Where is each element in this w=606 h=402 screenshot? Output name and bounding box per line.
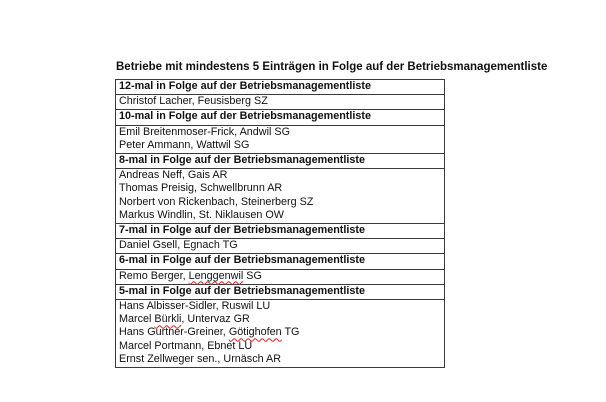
section-entries-row	[116, 169, 445, 224]
list-item: Marcel Portmann, Ebnet LU	[119, 339, 253, 352]
list-item: Daniel Gsell, Egnach TG	[119, 239, 238, 252]
section-header-row	[116, 80, 445, 95]
list-item: Christof Lacher, Feusisberg SZ	[119, 95, 268, 108]
list-item: Thomas Preisig, Schwellbrunn AR	[119, 182, 283, 195]
list-item: Hans Gurtner-Greiner, Götighofen TG	[119, 326, 300, 339]
list-item: Peter Ammann, Wattwil SG	[119, 138, 250, 151]
table-body	[116, 80, 445, 368]
section-entries	[116, 95, 445, 110]
section-header: 8-mal in Folge auf der Betriebsmanagementliste	[116, 154, 445, 169]
section-entries	[116, 300, 445, 368]
document-title: Betriebe mit mindestens 5 Einträgen in Folge auf der Betriebsmanagementliste	[116, 61, 548, 73]
list-item: Andreas Neff, Gais AR	[119, 169, 228, 182]
section-header-row	[116, 254, 445, 269]
section-entries-row	[116, 239, 445, 254]
section-entries-row	[116, 300, 445, 368]
section-header: 12-mal in Folge auf der Betriebsmanagementliste	[116, 80, 445, 95]
list-item: Marcel Bürkli, Untervaz GR	[119, 313, 250, 326]
section-entries	[116, 269, 445, 284]
list-item: Norbert von Rickenbach, Steinerberg SZ	[119, 195, 314, 208]
list-item: Hans Albisser-Sidler, Ruswil LU	[119, 300, 271, 313]
section-entries-row	[116, 95, 445, 110]
list-item: Remo Berger, Lenggenwil SG	[119, 269, 262, 282]
section-header: 10-mal in Folge auf der Betriebsmanagementliste	[116, 110, 445, 125]
section-header-row	[116, 110, 445, 125]
ranking-table	[115, 79, 445, 368]
spellcheck-flagged-word: Bürkli	[154, 313, 182, 326]
section-header: 5-mal in Folge auf der Betriebsmanagementliste	[116, 284, 445, 299]
list-item: Emil Breitenmoser-Frick, Andwil SG	[119, 125, 290, 138]
section-header: 6-mal in Folge auf der Betriebsmanagementliste	[116, 254, 445, 269]
section-header-row	[116, 284, 445, 299]
section-header-row	[116, 224, 445, 239]
section-entries-row	[116, 269, 445, 284]
spellcheck-flagged-word: Götighofen	[228, 326, 282, 339]
section-entries	[116, 169, 445, 224]
spellcheck-flagged-word: Lenggenwil	[188, 269, 244, 282]
section-header: 7-mal in Folge auf der Betriebsmanagementliste	[116, 224, 445, 239]
list-item: Ernst Zellweger sen., Urnäsch AR	[119, 352, 282, 365]
section-entries	[116, 239, 445, 254]
section-header-row	[116, 154, 445, 169]
section-entries	[116, 125, 445, 153]
section-entries-row	[116, 125, 445, 153]
list-item: Markus Windlin, St. Niklausen OW	[119, 208, 284, 221]
